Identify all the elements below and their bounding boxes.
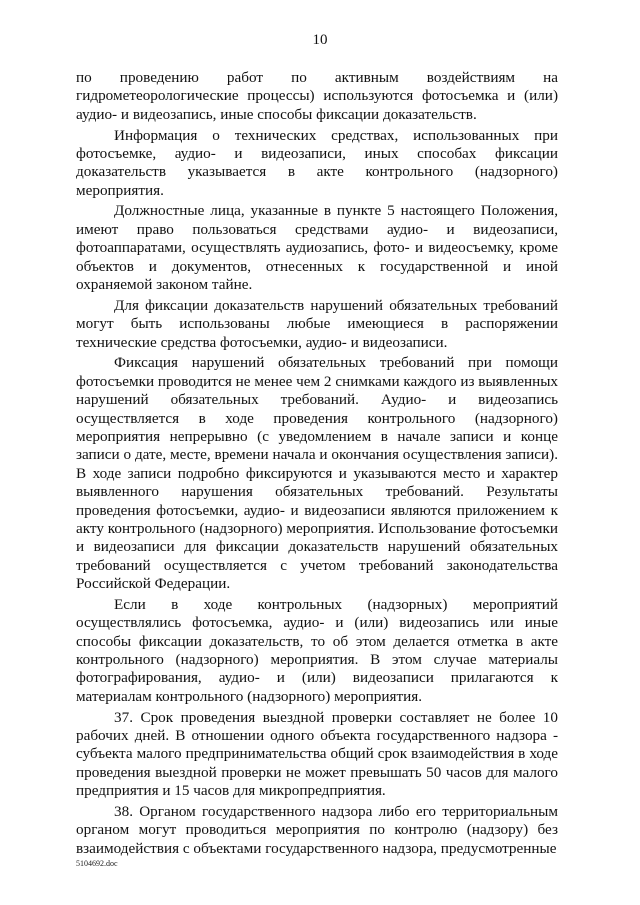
- paragraph-recording-procedure: Фиксация нарушений обязательных требований при помощи фотосъемки проводится не менее чем 2 снимками каждого из выявленных нарушений обязательных требований. Аудио- и видеозапись осуществляется в ходе проведения контрольного (надзорного) мероприятия непрерывно (с уведомлением в начале записи и конце записи о дате, месте, времени начала и окончания осуществления записи). В ходе записи подробно фиксируются и указываются место и характер выявленного нарушения обязательных требований. Результаты проведения фотосъемки, аудио- и видеозаписи являются приложением к акту контрольного (надзорного) мероприятия. Использование фотосъемки и видеозаписи для фиксации доказательств нарушений обязательных требований осуществляется с учетом требований законодательства Российской Федерации.: [76, 354, 558, 593]
- page-number: 10: [312, 32, 328, 48]
- paragraph-equipment-info: Информация о технических средствах, использованных при фотосъемке, аудио- и видеозаписи, иных способах фиксации доказательств указывается в акте контрольного (надзорного) мероприятия.: [76, 126, 558, 199]
- document-body: [76, 69, 558, 860]
- paragraph-item-38: 38. Органом государственного надзора либо его территориальным органом могут проводиться мероприятия по контролю (надзору) без взаимодействия с объектами государственного надзора, предусмотренные: [76, 802, 558, 857]
- footer-filename: 5104692.doc: [76, 859, 118, 868]
- paragraph-evidence-means: Для фиксации доказательств нарушений обязательных требований могут быть использованы любые имеющиеся в распоряжении технические средства фотосъемки, аудио- и видеозаписи.: [76, 296, 558, 351]
- paragraph-item-37: 37. Срок проведения выездной проверки составляет не более 10 рабочих дней. В отношении одного объекта государственного надзора - субъекта малого предпринимательства общий срок взаимодействия в ходе проведения выездной проверки не может превышать 50 часов для малого предприятия и 15 часов для микропредприятия.: [76, 708, 558, 800]
- paragraph-continuation: по проведению работ по активным воздействиям на гидрометеорологические процессы) используются фотосъемка и (или) аудио- и видеозапись, иные способы фиксации доказательств.: [76, 69, 558, 123]
- paragraph-act-mark: Если в ходе контрольных (надзорных) мероприятий осуществлялись фотосъемка, аудио- и (или) видеозапись или иные способы фиксации доказательств, то об этом делается отметка в акте контрольного (надзорного) мероприятия. В этом случае материалы фотографирования, аудио- и (или) видеозаписи прилагаются к материалам контрольного (надзорного) мероприятия.: [76, 595, 558, 705]
- paragraph-officials-rights: Должностные лица, указанные в пункте 5 настоящего Положения, имеют право пользоваться средствами аудио- и видеозаписи, фотоаппаратами, осуществлять аудиозапись, фото- и видеосъемку, кроме объектов и документов, отнесенных к государственной и иной охраняемой законом тайне.: [76, 202, 558, 294]
